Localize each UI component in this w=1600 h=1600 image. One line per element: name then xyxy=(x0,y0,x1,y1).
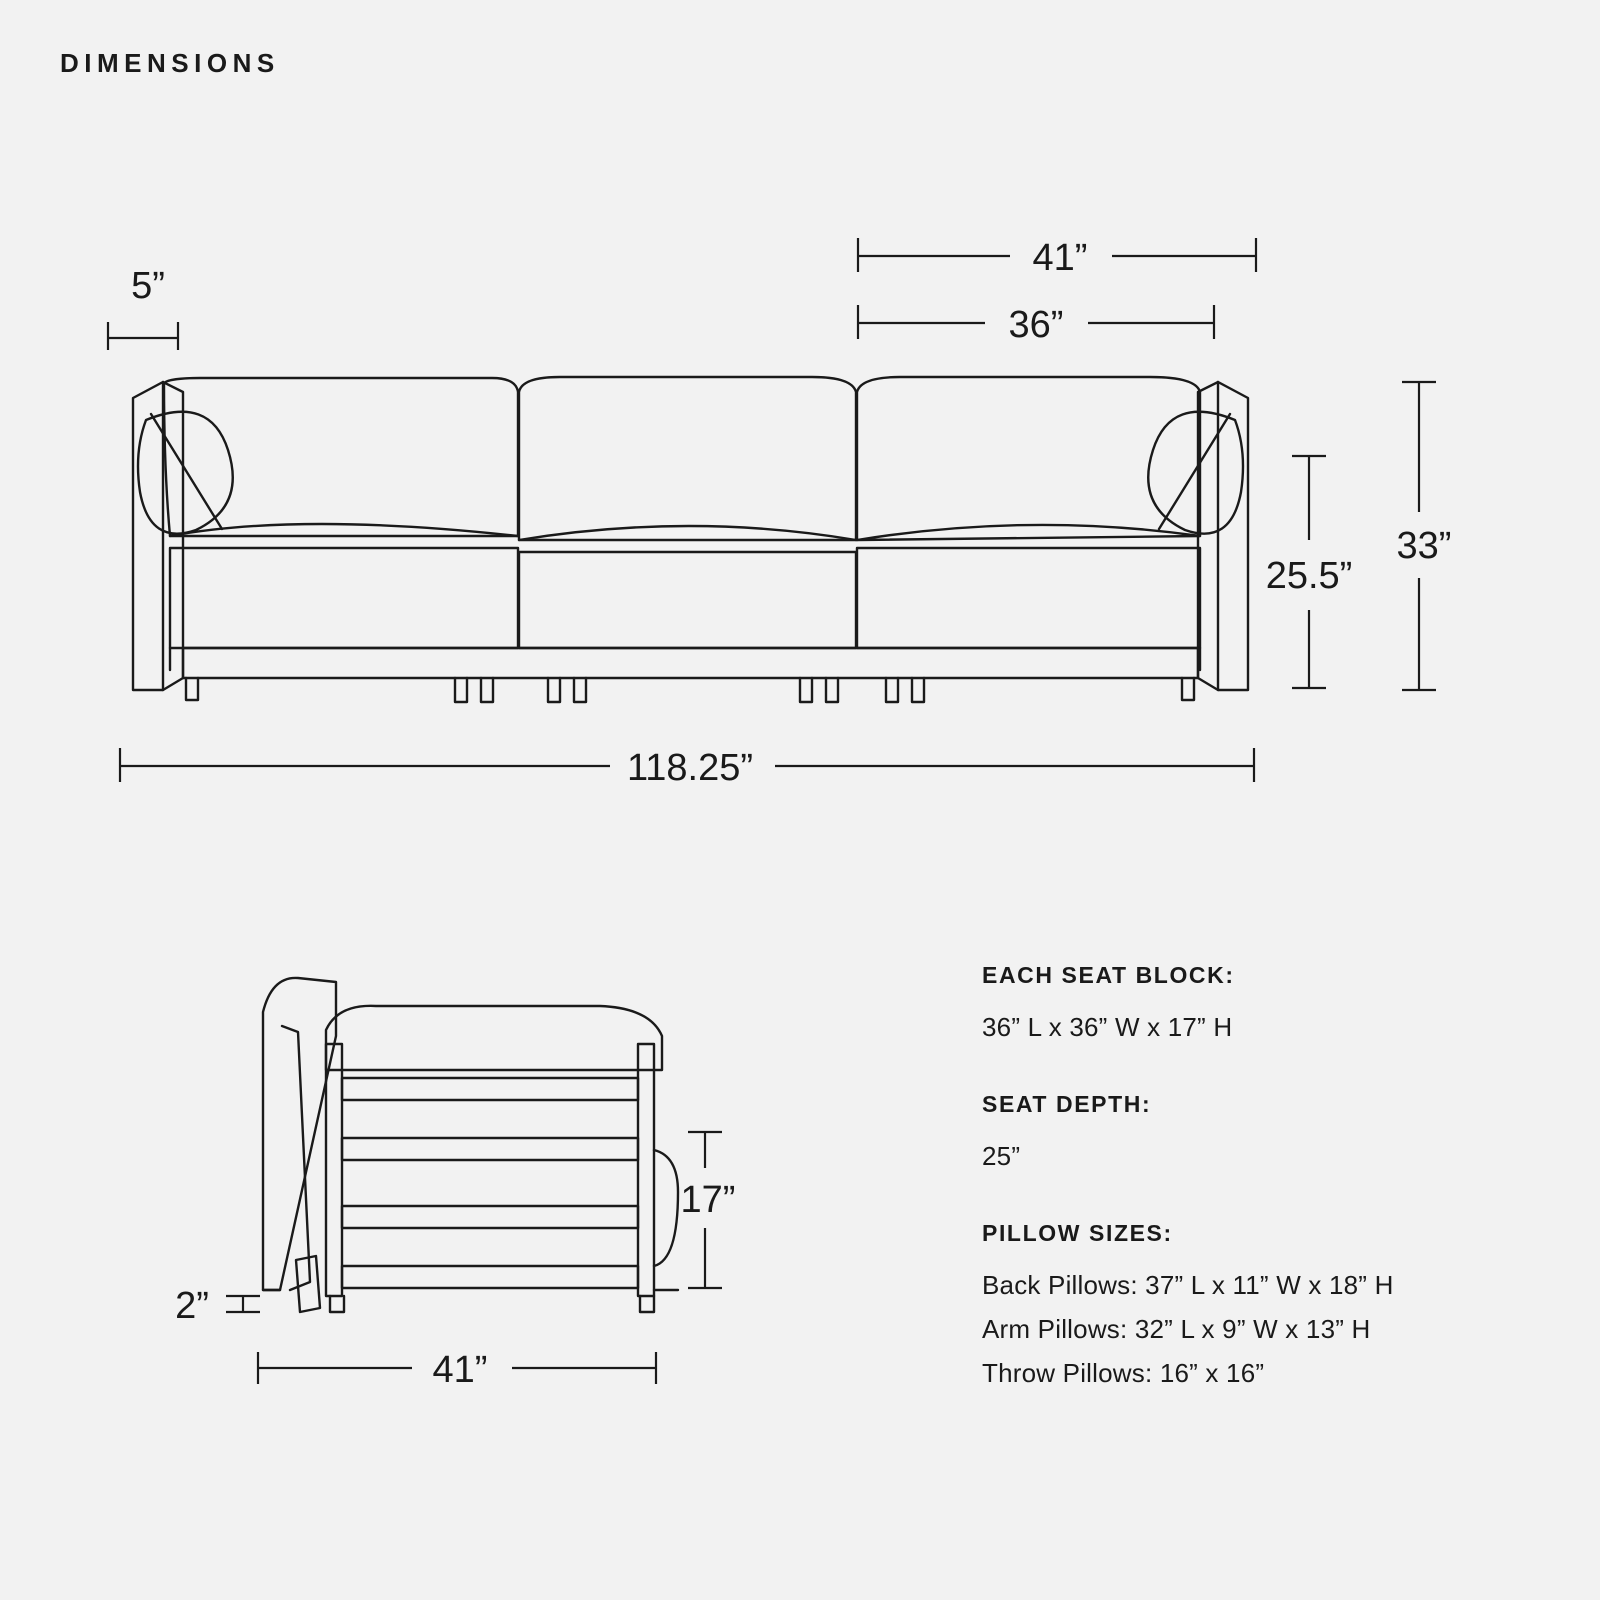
arm-pillow-left-seam xyxy=(151,414,222,529)
leg-4 xyxy=(548,678,560,702)
side-view-drawing xyxy=(130,960,950,1520)
leg-2 xyxy=(455,678,467,702)
leg-6 xyxy=(800,678,812,702)
spec-group-pillow-sizes xyxy=(982,1220,1522,1395)
leg-9 xyxy=(912,678,924,702)
seat-block-right xyxy=(857,548,1200,648)
seat-block-left xyxy=(170,548,518,648)
frame-post-front xyxy=(326,1044,342,1296)
leg-3 xyxy=(481,678,493,702)
back-cushion-left xyxy=(164,378,518,536)
arm-pillow-right xyxy=(1148,412,1243,534)
side-leg-back xyxy=(640,1296,654,1312)
label-side-seat-height: 17” xyxy=(680,1179,736,1221)
front-cushion-edge xyxy=(654,1150,678,1266)
frame-rail-2 xyxy=(342,1138,638,1160)
backrest-board xyxy=(282,1026,310,1290)
arm-pillow-right-seam xyxy=(1159,414,1230,529)
spec-line: Arm Pillows: 32” L x 9” W x 13” H xyxy=(982,1314,1371,1344)
specs-list xyxy=(982,962,1522,1437)
frame-rail-3 xyxy=(342,1206,638,1228)
spec-group-seat-block xyxy=(982,962,1522,1049)
spec-heading: SEAT DEPTH: xyxy=(982,1091,1152,1117)
base-rail xyxy=(183,648,1198,678)
label-arm-width: 5” xyxy=(131,265,165,307)
back-cushion-right xyxy=(857,377,1200,540)
frame-rail-1 xyxy=(342,1078,638,1100)
leg-5 xyxy=(574,678,586,702)
label-depth-overall: 41” xyxy=(1032,237,1088,279)
leg-8 xyxy=(886,678,898,702)
back-cushion-center xyxy=(519,377,856,540)
spec-line: 36” L x 36” W x 17” H xyxy=(982,1012,1233,1042)
leg-1 xyxy=(186,678,198,700)
label-total-width: 118.25” xyxy=(626,747,754,789)
spec-line: 25” xyxy=(982,1141,1021,1171)
label-total-height: 33” xyxy=(1396,525,1452,567)
spec-heading: EACH SEAT BLOCK: xyxy=(982,962,1235,988)
frame-post-back xyxy=(638,1044,654,1296)
spec-line: Throw Pillows: 16” x 16” xyxy=(982,1358,1265,1388)
seat-block-center xyxy=(519,552,856,648)
label-leg-height: 2” xyxy=(175,1285,209,1327)
label-side-depth: 41” xyxy=(432,1349,488,1391)
spec-heading: PILLOW SIZES: xyxy=(982,1220,1173,1246)
side-leg-front xyxy=(330,1296,344,1312)
spec-group-seat-depth xyxy=(982,1091,1522,1178)
frame-rail-4 xyxy=(342,1266,638,1288)
leg-7 xyxy=(826,678,838,702)
seat-cushion-center-top xyxy=(519,526,856,540)
side-back-cushion xyxy=(326,1006,662,1070)
label-seat-height: 25.5” xyxy=(1265,555,1353,597)
page-title: DIMENSIONS xyxy=(60,48,280,78)
leg-10 xyxy=(1182,678,1194,700)
arm-pillow-left xyxy=(138,412,233,534)
spec-line: Back Pillows: 37” L x 11” W x 18” H xyxy=(982,1270,1394,1300)
label-seat-width: 36” xyxy=(1008,304,1064,346)
